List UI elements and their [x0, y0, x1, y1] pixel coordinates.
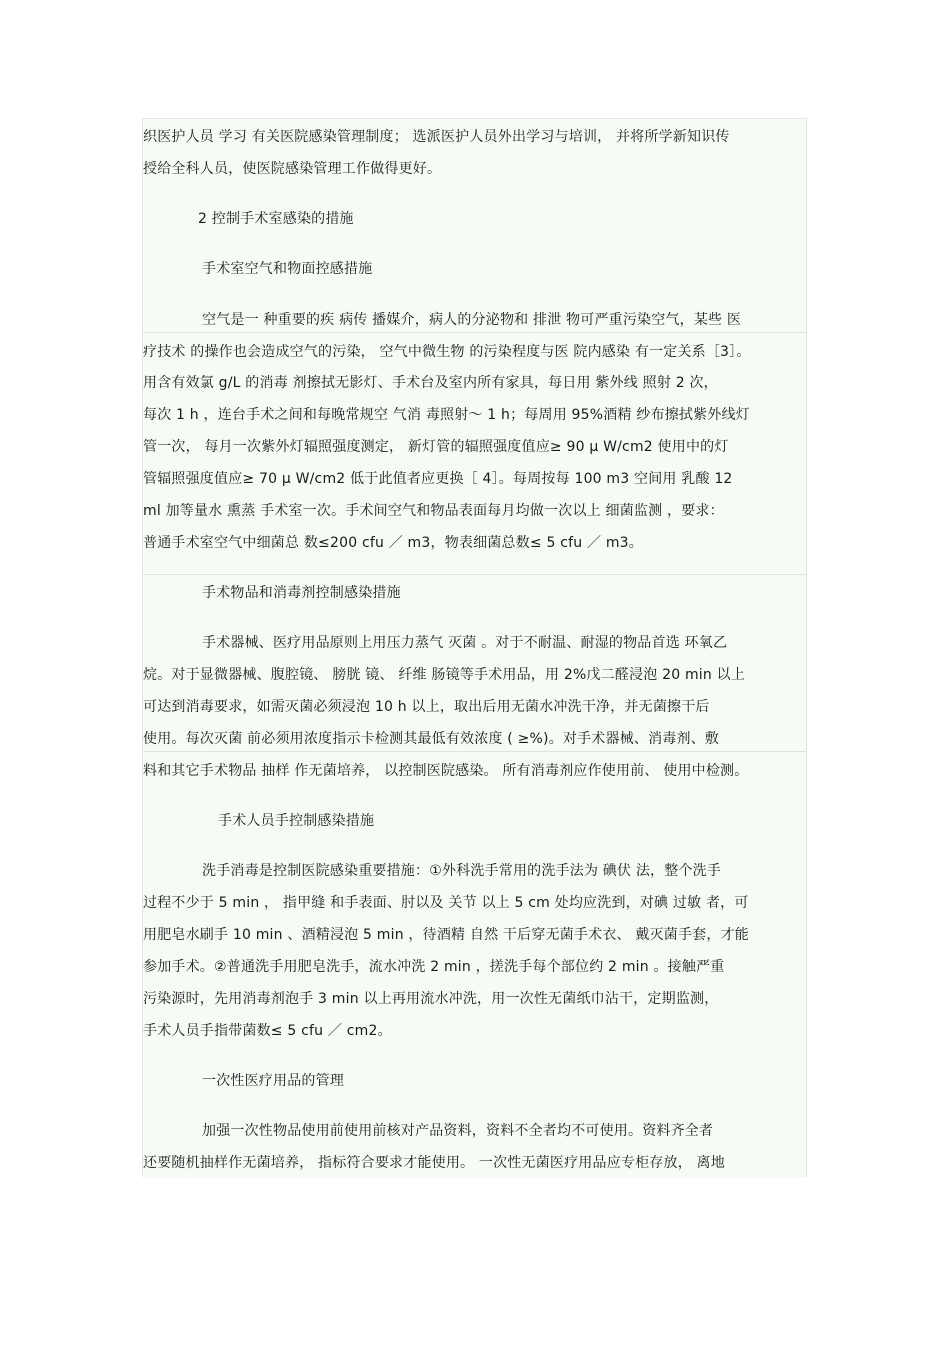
text-line: 参加手术。②普通洗手用肥皂洗手，流水冲洗 2 min ，搓洗手每个部位约 2 min 。接触严重 [143, 959, 725, 975]
text-line: 加强一次性物品使用前使用前核对产品资料，资料不全者均不可使用。资料齐全者 [202, 1123, 714, 1139]
text-line: 使用。每次灭菌 前必须用浓度指示卡检测其最低有效浓度 ( ≥%)。对手术器械、消毒剂、敷 [143, 731, 720, 747]
text-line: 过程不少于 5 min ， 指甲缝 和手表面、肘以及 关节 以上 5 cm 处均应洗到，对碘 过敏 者，可 [143, 895, 749, 911]
text-line: 手术器械、医疗用品原则上用压力蒸气 灭菌 。对于不耐温、耐湿的物品首选 环氧乙 [202, 635, 728, 651]
divider-line [142, 332, 806, 333]
text-line: 用肥皂水刷手 10 min 、酒精浸泡 5 min ，待酒精 自然 干后穿无菌手术衣、 戴灭菌手套，才能 [143, 927, 749, 943]
text-line: 烷。对于显微器械、腹腔镜、 膀胱 镜、 纤维 肠镜等手术用品，用 2%戊二醛浸泡 20 min 以上 [143, 667, 746, 683]
text-line: 疗技术 的操作也会造成空气的污染， 空气中微生物 的污染程度与医 院内感染 有一定关系［3］。 [143, 344, 751, 360]
subsection-heading: 手术人员手控制感染措施 [218, 813, 375, 829]
text-line: 料和其它手术物品 抽样 作无菌培养， 以控制医院感染。 所有消毒剂应作使用前、 使用中检测。 [143, 763, 749, 779]
text-line: 授给全科人员，使医院感染管理工作做得更好。 [143, 161, 442, 177]
text-line: 污染源时，先用消毒剂泡手 3 min 以上再用流水冲洗，用一次性无菌纸巾沾干，定期监测， [143, 991, 719, 1007]
text-line: 织医护人员 学习 有关医院感染管理制度； 选派医护人员外出学习与培训， 并将所学新知识传 [143, 129, 730, 145]
text-line: 管一次， 每月一次紫外灯辐照强度测定， 新灯管的辐照强度值应≥ 90 μ W/cm2 使用中的灯 [143, 439, 729, 455]
subsection-heading: 手术室空气和物面控感措施 [202, 261, 373, 277]
text-line: ml 加等量水 熏蒸 手术室一次。手术间空气和物品表面每月均做一次以上 细菌监测 ，要求： [143, 503, 724, 519]
divider-line [142, 574, 806, 575]
section-heading: 2 控制手术室感染的措施 [198, 211, 354, 227]
text-line: 空气是一 种重要的疾 病传 播媒介，病人的分泌物和 排泄 物可严重污染空气，某些 医 [202, 312, 742, 328]
subsection-heading: 一次性医疗用品的管理 [202, 1073, 344, 1089]
subsection-heading: 手术物品和消毒剂控制感染措施 [202, 585, 401, 601]
text-line: 每次 1 h ，连台手术之间和每晚常规空 气消 毒照射～ 1 h；每周用 95%酒精 纱布擦拭紫外线灯 [143, 407, 750, 423]
text-line: 管辐照强度值应≥ 70 μ W/cm2 低于此值者应更换［ 4］。每周按每 100 m3 空间用 乳酸 12 [143, 471, 733, 487]
text-line: 用含有效氯 g/L 的消毒 剂擦拭无影灯、手术台及室内所有家具，每日用 紫外线 照射 2 次， [143, 375, 718, 391]
text-line: 还要随机抽样作无菌培养， 指标符合要求才能使用。 一次性无菌医疗用品应专柜存放， 离地 [143, 1155, 725, 1171]
text-line: 手术人员手指带菌数≤ 5 cfu ／ cm2。 [143, 1023, 392, 1039]
text-line: 洗手消毒是控制医院感染重要措施：①外科洗手常用的洗手法为 碘伏 法，整个洗手 [202, 863, 722, 879]
text-line: 普通手术室空气中细菌总 数≤200 cfu ／ m3，物表细菌总数≤ 5 cfu ／ m3。 [143, 535, 643, 551]
divider-line [142, 751, 806, 752]
text-line: 可达到消毒要求，如需灭菌必须浸泡 10 h 以上，取出后用无菌水冲洗干净，并无菌擦干后 [143, 699, 710, 715]
